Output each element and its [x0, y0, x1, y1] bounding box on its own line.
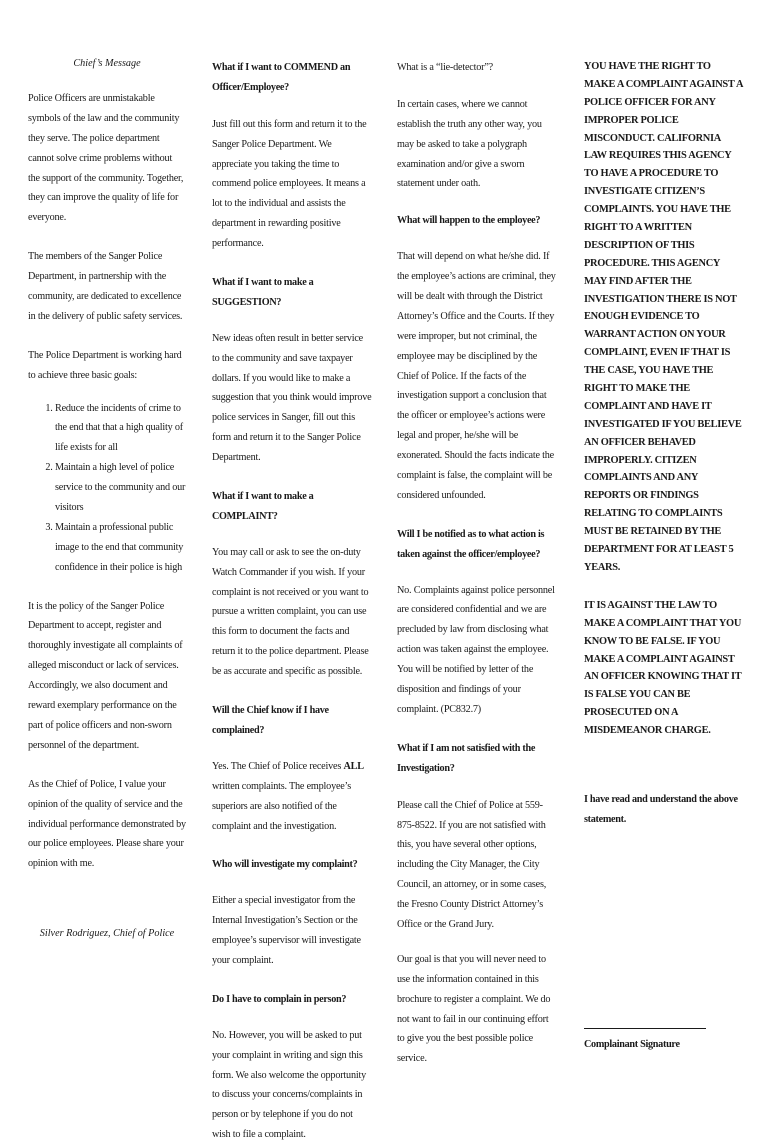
chiefs-message-heading: Chief’s Message [73, 58, 141, 69]
commend-question: What if I want to COMMEND an Officer/Employee? [212, 62, 351, 93]
faq-column-2 [397, 58, 557, 1069]
notification-answer: No. Complaints against police personnel are considered confidential and we are precluded by law from disclosing what action was taken against the employee. You will be notified by letter of the disposition and findings of your complaint. (PC832.7) [397, 584, 555, 715]
employee-outcome-question: What will happen to the employee? [397, 215, 541, 227]
goals-intro-paragraph: The Police Department is working hard to achieve three basic goals: [28, 349, 182, 381]
opinion-paragraph: As the Chief of Police, I value your opinion of the quality of service and the individual performance demonstrated by our police employees. Please share your opinion with me. [28, 778, 186, 870]
lie-detector-question: What is a “lie-detector”? [397, 62, 493, 73]
chiefs-message-column [28, 58, 186, 939]
notification-question: Will I be notified as to what action is taken against the officer/employee? [397, 528, 545, 560]
closing-paragraph: Our goal is that you will never need to use the information contained in this brochure to register a complaint. We do not want to fail in our continuing effort to give you the best possible police service. [397, 953, 551, 1065]
suggestion-question: What if I want to make a SUGGESTION? [212, 277, 314, 308]
false-complaint-warning: IT IS AGAINST THE LAW TO MAKE A COMPLAINT THAT YOU KNOW TO BE FALSE. IF YOU MAKE A COMPLAINT AGAINST AN OFFICER KNOWING THAT IT IS FALSE YOU CAN BE PROSECUTED ON A MISDEMEANOR CHARGE. [584, 599, 742, 737]
chief-know-answer-start: Yes. The Chief of Police receives [212, 760, 344, 772]
lie-detector-answer: In certain cases, where we cannot establish the truth any other way, you may be asked to take a polygraph examination and/or give a sworn statement under oath. [397, 98, 542, 190]
goals-list [28, 399, 186, 578]
intro-paragraph: Police Officers are unmistakable symbols of the law and the community they serve. The police department cannot solve crime problems without the support of the community. Together, they can improve the quality of life for everyone. [28, 93, 184, 224]
policy-paragraph: It is the policy of the Sanger Police Department to accept, register and thoroughly investigate all complaints of alleged misconduct or lack of services. Accordingly, we also document and reward exemplary performance on the part of police officers and non-sworn personnel of the department. [28, 600, 183, 751]
complaint-rights-notice: YOU HAVE THE RIGHT TO MAKE A COMPLAINT AGAINST A POLICE OFFICER FOR ANY IMPROPER POLICE MISCONDUCT. CALIFORNIA LAW REQUIRES THIS AGENCY TO HAVE A PROCEDURE TO INVESTIGATE CITIZEN’S COMPLAINTS. YOU HAVE THE RIGHT TO A WRITTEN DESCRIPTION OF THIS PROCEDURE. THIS AGENCY MAY FIND AFTER THE INVESTIGATION THERE IS NOT ENOUGH EVIDENCE TO WARRANT ACTION ON YOUR COMPLAINT, EVEN IF THAT IS THE CASE, YOU HAVE THE RIGHT TO MAKE THE COMPLAINT AND HAVE IT INVESTIGATED IF YOU BELIEVE AN OFFICER BEHAVED IMPROPERLY. CITIZEN COMPLAINTS AND ANY REPORTS OR FINDINGS RELATING TO COMPLAINTS MUST BE RETAINED BY THE DEPARTMENT FOR AT LEAST 5 YEARS. [584, 61, 743, 573]
chief-know-question: Will the Chief know if I have complained? [212, 705, 329, 736]
rights-notice-column [584, 58, 744, 1055]
chief-know-answer-end: written complaints. The employee’s superiors are also notified of the complaint and the investigation. [212, 780, 351, 832]
chief-know-answer-emphasis: ALL [343, 760, 364, 772]
partnership-paragraph: The members of the Sanger Police Department, in partnership with the community, are dedicated to excellence in the delivery of public safety services. [28, 251, 183, 322]
not-satisfied-question: What if I am not satisfied with the Investigation? [397, 742, 536, 774]
in-person-question: Do I have to complain in person? [212, 993, 347, 1005]
chief-signature: Silver Rodriguez, Chief of Police [39, 928, 175, 940]
investigator-question: Who will investigate my complaint? [212, 859, 358, 871]
acknowledgement-statement: I have read and understand the above statement. [584, 793, 738, 825]
commend-answer: Just fill out this form and return it to the Sanger Police Department. We appreciate you taking the time to commend police employees. It means a lot to the individual and assists the department in rewarding positive performance. [212, 118, 367, 250]
in-person-answer: No. However, you will be asked to put your complaint in writing and sign this form. We also welcome the opportunity to discuss your concerns/complaints in person or by telephone if you do not wish to file a complaint. [212, 1029, 366, 1141]
chief-know-answer [212, 757, 372, 837]
goal-item: 1. Reduce the incidents of crime to the end that that a high quality of life exists for all [55, 399, 186, 459]
goal-item: 3. Maintain a professional public image to the end that community confidence in their police is high [55, 518, 186, 578]
not-satisfied-answer: Please call the Chief of Police at 559-875-8522. If you are not satisfied with this, you have several other options, including the City Manager, the City Council, an attorney, or in some cases, the Fresno County District Attorney’s Office or the Grand Jury. [397, 799, 547, 930]
complaint-answer: You may call or ask to see the on-duty Watch Commander if you wish. If your complaint is not received or you want to pursue a written complaint, you can use this form to document the facts and return it to the police department. Please be as accurate and specific as possible. [212, 546, 369, 678]
complainant-signature-label: Complainant Signature [584, 1038, 680, 1050]
faq-column-1 [212, 58, 372, 1145]
signature-line[interactable] [584, 1028, 706, 1029]
complaint-question: What if I want to make a COMPLAINT? [212, 491, 314, 522]
investigator-answer: Either a special investigator from the Internal Investigation’s Section or the employee’s supervisor will investigate your complaint. [212, 895, 361, 966]
goal-item: 2. Maintain a high level of police service to the community and our visitors [55, 458, 186, 518]
suggestion-answer: New ideas often result in better service to the community and save taxpayer dollars. If you would like to make a suggestion that you think would improve police services in Sanger, fill out this form and return it to the Sanger Police Department. [212, 332, 372, 464]
employee-outcome-answer: That will depend on what he/she did. If the employee’s actions are criminal, they will be dealt with through the District Attorney’s Office and the Courts. If they were improper, but not criminal, the employee may be disciplined by the Chief of Police. If the facts of the investigation support a conclusion that the officer or employee’s actions were legal and proper, he/she will be exonerated. Should the facts indicate the complaint is false, the complaint will be considered unfounded. [397, 251, 556, 501]
